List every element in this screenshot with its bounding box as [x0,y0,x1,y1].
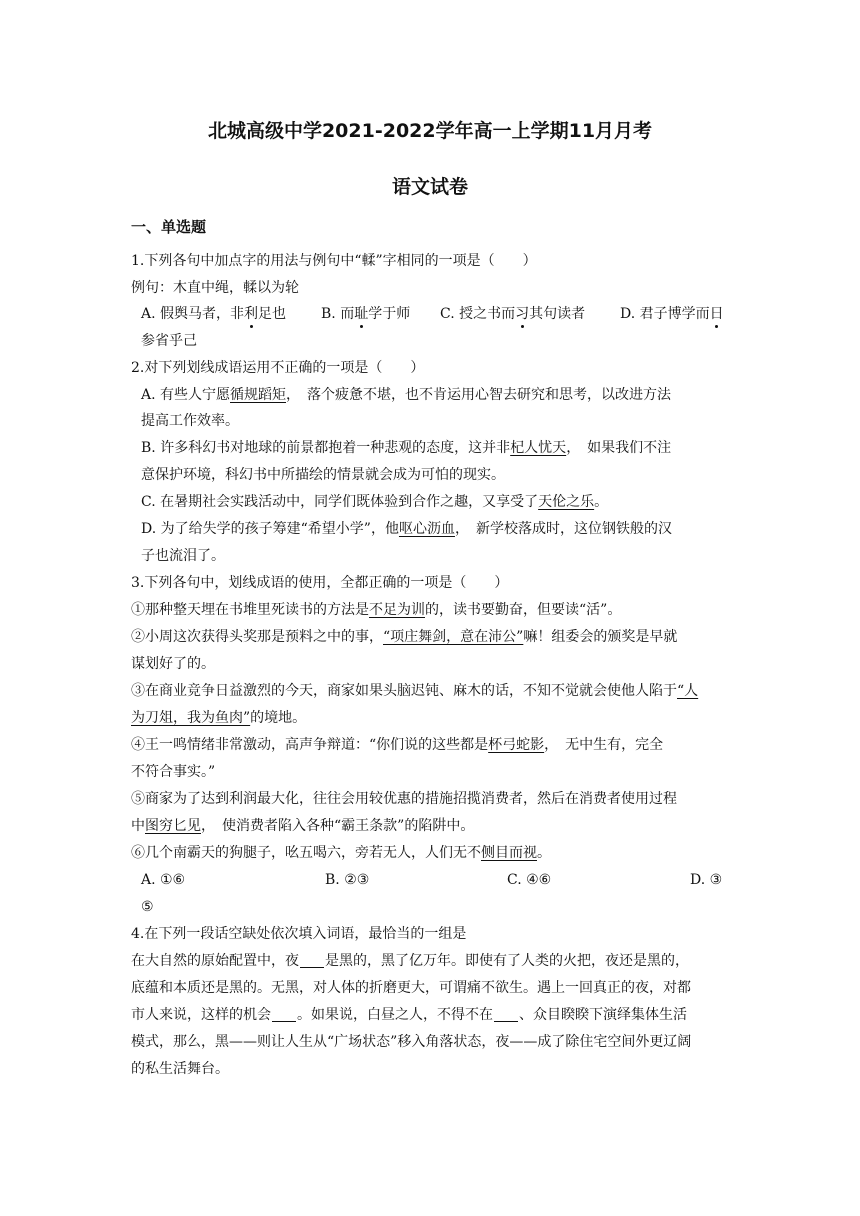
q3-sentence-2-continued: 谋划好了的。 [131,656,215,672]
q1-option-d[interactable]: D. 君子博学而日 [620,306,724,322]
q2-stem: 2.对下列划线成语运用不正确的一项是（ ） [131,360,425,376]
q4-blank-1[interactable] [300,953,324,968]
q1-option-a[interactable]: A. 假舆马者，非利足也 [141,306,287,322]
q3-stem: 3.下列各句中，划线成语的使用，全都正确的一项是（ ） [131,575,509,591]
q3-option-d-continued: ⑤ [141,899,154,915]
q4-passage-line-3: 市人来说，这样的机会 。如果说，白昼之人，不得不在 、众目睽睽下演绎集体生活 [131,1007,687,1023]
q2-option-b-continued: 意保护环境，科幻书中所描绘的情景就会成为可怕的现实。 [141,467,505,483]
q4-passage-line-5: 的私生活舞台。 [131,1061,229,1077]
q2-option-a[interactable]: A. 有些人宁愿循规蹈矩， 落个疲惫不堪，也不肯运用心智去研究和思考，以改进方法 [141,387,672,403]
q2-option-c[interactable]: C. 在暑期社会实践活动中，同学们既体验到合作之趣，又享受了天伦之乐。 [141,494,609,510]
q3-option-b[interactable]: B. ②③ [325,872,370,888]
q3-option-a[interactable]: A. ①⑥ [141,872,186,888]
q4-passage-line-1: 在大自然的原始配置中，夜 是黑的，黑了亿万年。即使有了人类的火把，夜还是黑的， [131,953,689,969]
q3-sentence-4: ④王一鸣情绪非常激动，高声争辩道：“你们说的这些都是杯弓蛇影， 无中生有，完全 [131,737,664,753]
q2-option-d[interactable]: D. 为了给失学的孩子筹建“希望小学”，他呕心沥血， 新学校落成时，这位钢铁般的汉 [141,521,672,537]
q1-stem: 1.下列各句中加点字的用法与例句中“輮”字相同的一项是（ ） [131,253,537,269]
q1-option-d-continued: 参省乎己 [141,333,197,349]
q3-sentence-6: ⑥几个南霸天的狗腿子，吆五喝六，旁若无人，人们无不侧目而视。 [131,845,551,861]
q4-passage-line-2: 底蕴和本质还是黑的。无黑，对人体的折磨更大，可谓痛不欲生。遇上一回真正的夜，对都 [131,980,691,996]
q3-sentence-5-continued: 中图穷匕见， 使消费者陷入各种“霸王条款”的陷阱中。 [131,818,475,834]
q3-sentence-4-continued: 不符合事实。” [131,764,216,780]
q1-option-c[interactable]: C. 授之书而习其句读者 [440,306,586,322]
q1-option-b[interactable]: B. 而耻学于师 [321,306,411,322]
q3-sentence-5: ⑤商家为了达到利润最大化，往往会用较优惠的措施招揽消费者，然后在消费者使用过程 [131,791,677,807]
q4-stem: 4.在下列一段话空缺处依次填入词语，最恰当的一组是 [131,926,467,942]
section-heading: 一、单选题 [131,218,207,236]
q3-option-d[interactable]: D. ③ [690,872,723,888]
q3-sentence-3: ③在商业竞争日益激烈的今天，商家如果头脑迟钝、麻木的话，不知不觉就会使他人陷于“人 [131,683,699,699]
q1-example: 例句：木直中绳，輮以为轮 [131,280,299,296]
q2-option-d-continued: 子也流泪了。 [141,548,225,564]
exam-subtitle: 语文试卷 [391,176,468,198]
q2-option-a-continued: 提高工作效率。 [141,413,239,429]
q3-option-c[interactable]: C. ④⑥ [507,872,552,888]
q3-sentence-1: ①那种整天埋在书堆里死读书的方法是不足为训的，读书要勤奋，但要读“活”。 [131,602,622,618]
q3-sentence-2: ②小周这次获得头奖那是预料之中的事，“项庄舞剑，意在沛公”嘛！组委会的颁奖是早就 [131,629,678,645]
exam-title: 北城高级中学2021-2022学年高一上学期11月月考 [207,120,653,142]
q2-option-b[interactable]: B. 许多科幻书对地球的前景都抱着一种悲观的态度，这并非杞人忧天， 如果我们不注 [141,440,672,456]
q4-blank-2[interactable] [272,1007,296,1022]
q4-passage-line-4: 模式，那么，黑——则让人生从“广场状态”移入角落状态，夜——成了除住宅空间外更辽阔 [131,1034,692,1050]
q3-sentence-3-continued: 为刀俎，我为鱼肉”的境地。 [131,710,307,726]
q4-blank-3[interactable] [494,1007,518,1022]
